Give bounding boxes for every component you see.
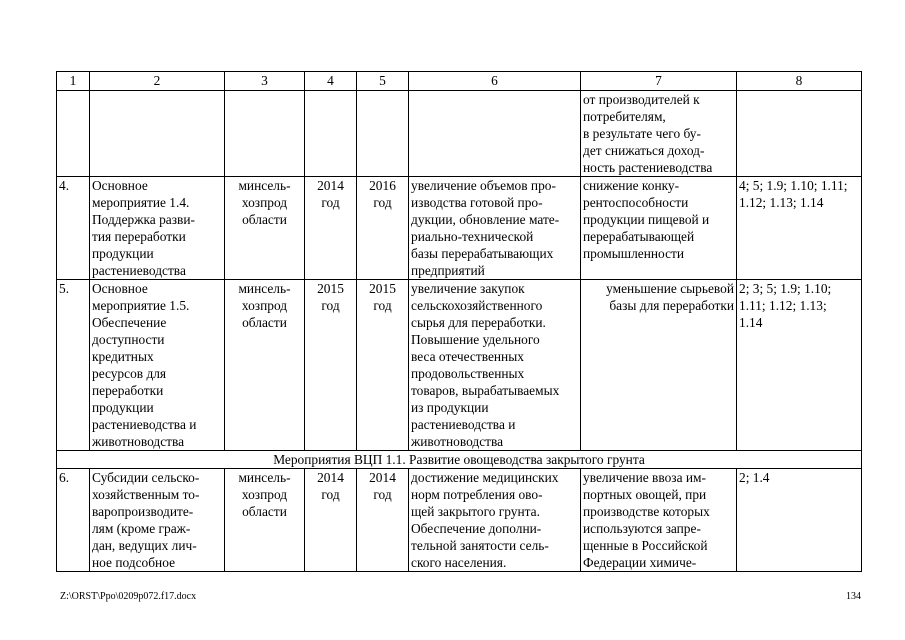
header-cell: 3 xyxy=(225,72,305,91)
page-number: 134 xyxy=(846,591,861,602)
header-cell: 5 xyxy=(357,72,409,91)
header-cell: 2 xyxy=(90,72,225,91)
consequence: от производителей к потребителям, в результате чего бу- дет снижаться доход- ность растениеводства xyxy=(581,91,737,177)
section-row xyxy=(57,451,862,469)
row-number: 5. xyxy=(57,280,90,451)
indicators xyxy=(737,91,862,177)
consequence: уменьшение сырьевой базы для переработки xyxy=(581,280,737,451)
section-title: Мероприятия ВЦП 1.1. Развитие овощеводства закрытого грунта xyxy=(57,451,862,469)
header-cell: 1 xyxy=(57,72,90,91)
document-table xyxy=(56,71,862,572)
expected-result xyxy=(409,91,581,177)
end-year: 2016 год xyxy=(357,177,409,280)
consequence: снижение конку- рентоспособности продукции пищевой и перерабатывающей промышленности xyxy=(581,177,737,280)
start-year: 2015 год xyxy=(305,280,357,451)
row-number xyxy=(57,91,90,177)
table-row xyxy=(57,469,862,572)
end-year: 2015 год xyxy=(357,280,409,451)
expected-result: достижение медицинских норм потребления ово- щей закрытого грунта. Обеспечение дополни- тельной занятости сель- ского населения. xyxy=(409,469,581,572)
table-row xyxy=(57,177,862,280)
table-row xyxy=(57,280,862,451)
consequence: увеличение ввоза им- портных овощей, при производстве которых используются запре- щенные в Российской Федерации химиче- xyxy=(581,469,737,572)
file-path: Z:\ORST\Ppo\0209p072.f17.docx xyxy=(60,591,197,602)
start-year xyxy=(305,91,357,177)
header-cell: 8 xyxy=(737,72,862,91)
header-cell: 7 xyxy=(581,72,737,91)
executor xyxy=(225,91,305,177)
header-cell: 4 xyxy=(305,72,357,91)
measure-name: Субсидии сельско- хозяйственным то- варопроизводите- лям (кроме граж- дан, ведущих лич- ное подсобное xyxy=(90,469,225,572)
indicators: 4; 5; 1.9; 1.10; 1.11; 1.12; 1.13; 1.14 xyxy=(737,177,862,280)
executor: минсель- хозпрод области xyxy=(225,469,305,572)
indicators: 2; 1.4 xyxy=(737,469,862,572)
header-row xyxy=(57,72,862,91)
indicators: 2; 3; 5; 1.9; 1.10; 1.11; 1.12; 1.13; 1.14 xyxy=(737,280,862,451)
header-cell: 6 xyxy=(409,72,581,91)
start-year: 2014 год xyxy=(305,469,357,572)
executor: минсель- хозпрод области xyxy=(225,280,305,451)
end-year xyxy=(357,91,409,177)
measure-name: Основное мероприятие 1.4. Поддержка разви- тия переработки продукции растениеводства xyxy=(90,177,225,280)
row-number: 6. xyxy=(57,469,90,572)
row-number: 4. xyxy=(57,177,90,280)
expected-result: увеличение объемов про- изводства готовой про- дукции, обновление мате- риально-технической базы перерабатывающих предприятий xyxy=(409,177,581,280)
start-year: 2014 год xyxy=(305,177,357,280)
measure-name xyxy=(90,91,225,177)
expected-result: увеличение закупок сельскохозяйственного сырья для переработки. Повышение удельного веса отечественных продовольственных товаров, вырабатываемых из продукции растениеводства и животноводства xyxy=(409,280,581,451)
end-year: 2014 год xyxy=(357,469,409,572)
executor: минсель- хозпрод области xyxy=(225,177,305,280)
table-row xyxy=(57,91,862,177)
measure-name: Основное мероприятие 1.5. Обеспечение доступности кредитных ресурсов для переработки продукции растениеводства и животноводства xyxy=(90,280,225,451)
